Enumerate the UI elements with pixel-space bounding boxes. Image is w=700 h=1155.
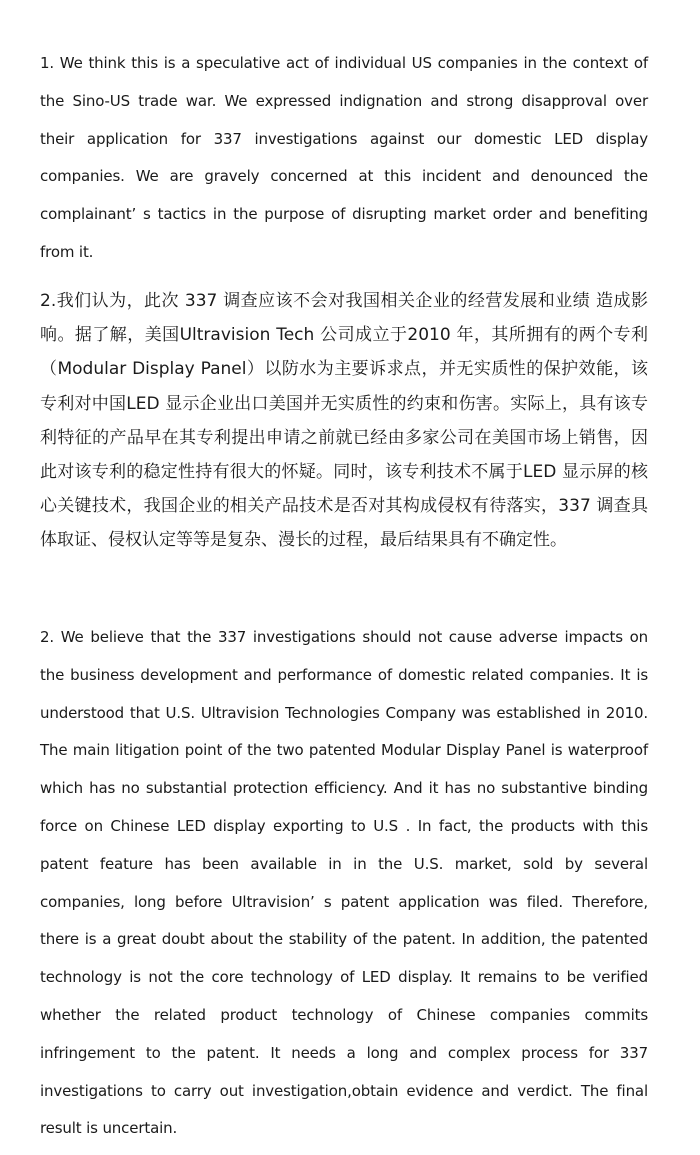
paragraph-2-chinese: 2.我们认为，此次 337 调查应该不会对我国相关企业的经营发展和业绩 造成影响。据了解，美国Ultravision Tech 公司成立于2010 年，其所拥有的两个专利（Modular Display Panel）以防水为主要诉求点，并无实质性的保护效能，该专利对中国LED 显示企业出口美国并无实质性的约束和伤害。实际上，具有该专 利特征的产品早在其专利提出申请之前就已经由多家公司在美国市场上销售，因 此对该专利的稳定性持有很大的怀疑。同时，该专利技术不属于LED 显示屏的核 心关键技术，我国企业的相关产品技术是否对其构成侵权有待落实，337 调查具体取证、侵权认定等等是复杂、漫长的过程，最后结果具有不确定性。 bbox=[40, 291, 648, 551]
paragraph-1-english: 1. We think this is a speculative act of individual US companies in the context of the Sino-US trade war. We expressed indignation and strong disapproval over their application for 337 investigations against our domestic LED display companies. We are gravely concerned at this incident and denounced the complainant’ s tactics in the purpose of disrupting market order and benefiting from it. bbox=[40, 54, 648, 261]
paragraph-2-english: 2. We believe that the 337 investigations should not cause adverse impacts on the business development and performance of domestic related companies. It is understood that U.S. Ultravision Technologies Company was established in 2010. The main litigation point of the two patented Modular Display Panel is waterproof which has no substantial protection efficiency. And it has no substantive binding force on Chinese LED display exporting to U.S . In fact, the products with this patent feature has been available in in the U.S. market, sold by several companies, long before Ultravision’ s patent application was filed. Therefore, there is a great doubt about the stability of the patent. In addition, the patented technology is not the core technology of LED display. It remains to be verified whether the related product technology of Chinese companies commits infringement to the patent. It needs a long and complex process for 337 investigations to carry out investigation,obtain evidence and verdict. The final result is uncertain. bbox=[40, 628, 648, 1138]
